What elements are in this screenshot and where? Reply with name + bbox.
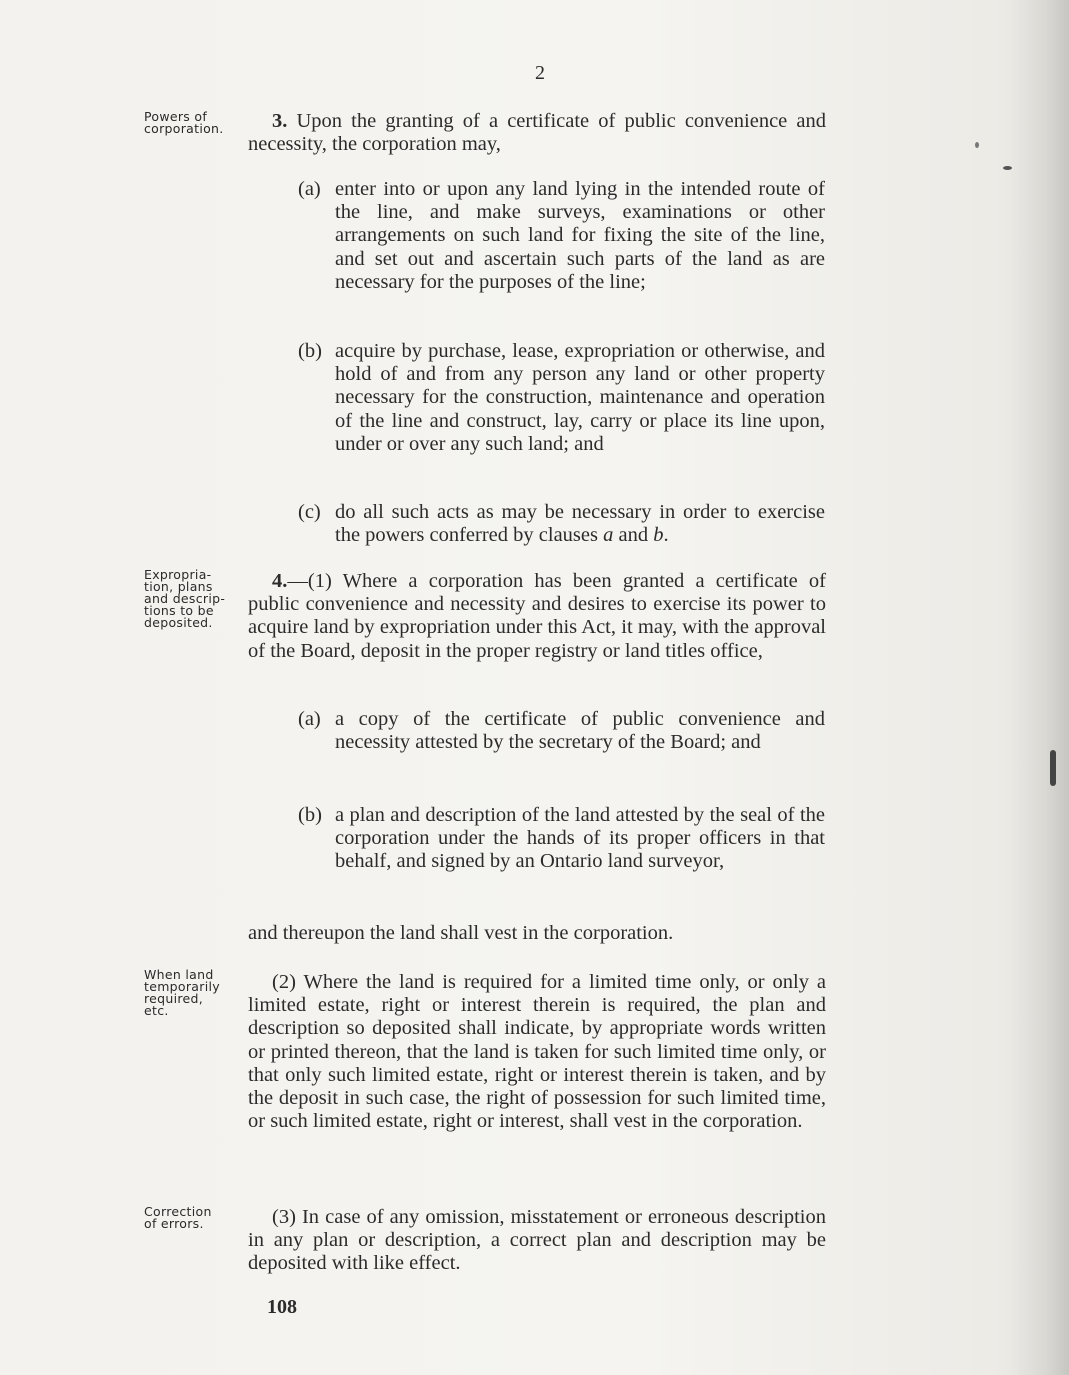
clause-connector: and: [613, 524, 654, 547]
page-number: 2: [535, 62, 545, 84]
section-3-intro: [248, 110, 826, 156]
section-3-clause-c: [335, 501, 825, 547]
section-4-clause-b: a plan and description of the land attested by the seal of the corporation under the hands of its proper officers in that behalf, and signed by an Ontario land surveyor,: [335, 804, 825, 873]
clause-c-text: do all such acts as may be necessary in order to exercise the powers conferred by clauses: [335, 501, 825, 547]
section-3-intro-text: Upon the granting of a certificate of public convenience and necessity, the corporation may,: [248, 110, 826, 156]
scan-speck: [975, 142, 979, 148]
margin-note-powers: Powers of corporation.: [144, 109, 224, 136]
section-4-vesting: and thereupon the land shall vest in the corporation.: [248, 922, 674, 944]
page-edge-shadow: [1009, 0, 1069, 1375]
scan-speck: [1050, 750, 1056, 786]
margin-note-expropriation: Expropria- tion, plans and descrip- tions to be deposited.: [144, 567, 226, 630]
clause-label: (b): [298, 804, 322, 826]
section-4-subsection-3: (3) In case of any omission, misstatement or erroneous description in any plan or description, a correct plan and description may be deposited with like effect.: [248, 1206, 826, 1275]
section-number: 4.: [272, 570, 288, 592]
section-4-clause-a: a copy of the certificate of public convenience and necessity attested by the secretary of the Board; and: [335, 708, 825, 754]
clause-end: .: [663, 524, 669, 547]
margin-note-correction: Correction of errors.: [144, 1204, 212, 1231]
section-number: 3.: [272, 110, 288, 132]
section-3-clause-a: enter into or upon any land lying in the intended route of the line, and make surveys, examinations or other arrangements on such land for fixing the site of the line, and set out and ascertain such parts of the land as are necessary for the purposes of the line;: [335, 178, 825, 293]
clause-reference: a: [603, 524, 614, 547]
clause-reference: b: [653, 524, 664, 547]
clause-label: (c): [298, 501, 321, 523]
section-4-subsection-1: [248, 570, 826, 663]
clause-label: (b): [298, 340, 322, 362]
scan-speck: [1003, 166, 1012, 170]
section-3-clause-b: acquire by purchase, lease, expropriation or otherwise, and hold of and from any person any land or other property necessary for the construction, maintenance and operation of the line and construct, lay, carry or place its line upon, under or over any such land; and: [335, 340, 825, 455]
section-4-subsection-2: (2) Where the land is required for a limited time only, or only a limited estate, right or interest therein is required, the plan and description so deposited shall indicate, by appropriate words written or printed thereon, that the land is taken for such limited time only, or that only such limited estate, right or interest therein is taken, and by the deposit in such case, the right of possession for such limited time, or such limited estate, right or interest, shall vest in the corporation.: [248, 971, 826, 1133]
subsection-1-text: Where a corporation has been granted a certificate of public convenience and necessity and desires to exercise its power to acquire land by expropriation under this Act, it may, with the approval of the Board, deposit in the proper registry or land titles office,: [248, 570, 826, 662]
clause-label: (a): [298, 178, 321, 200]
margin-note-temporary: When land temporarily required, etc.: [144, 967, 220, 1018]
bill-number: 108: [267, 1296, 297, 1318]
subsection-marker: —(1): [287, 570, 332, 592]
clause-label: (a): [298, 708, 321, 730]
